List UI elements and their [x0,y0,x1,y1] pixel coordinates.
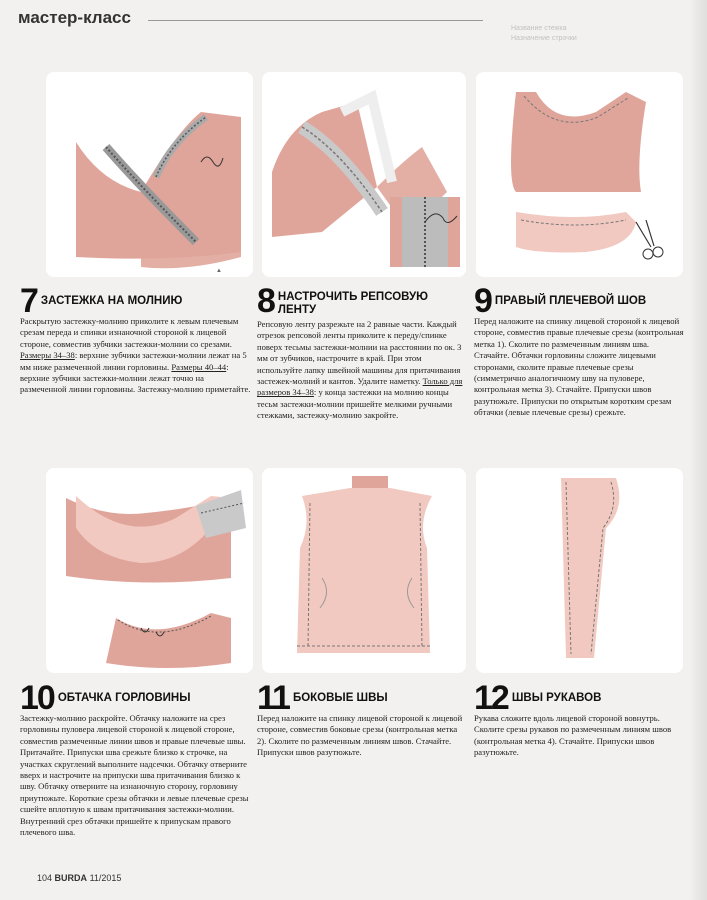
illustration-step-8 [262,72,466,277]
step-number: 7 [20,282,37,320]
step-body: Перед наложите на спинку лицевой стороной к лицевой стороне, совместив правые плечевые срезы (контрольная метка 1). Сколите по размеченным линиям шва. Стачайте. Обтачки горловины сложите лицевыми сторонами, сколите правые плечевые срезы (симметрично аналогичному шву на пуловере, контрольная метка 3). Стачайте. Припуски швов разутюжьте. Припуски по открытым коротким срезам обтачки (левые плечевые срезы) срежьте. [474,316,684,418]
scan-shadow [689,0,707,900]
step-title: ЗАСТЕЖКА НА МОЛНИЮ [40,295,183,307]
svg-text:▲: ▲ [216,268,222,274]
page-number: 104 [37,873,53,883]
step-body: Перед наложите на спинку лицевой стороной к лицевой стороне, совместив боковые срезы (контрольная метка 2). Сколите по размеченным линиям швов. Стачайте. Припуски швов разутюжьте. [257,713,463,758]
step-number: 8 [257,282,274,320]
step-9 [474,282,686,419]
step-number: 9 [474,282,491,320]
step-title: БОКОВЫЕ ШВЫ [292,692,388,704]
illustration-step-10 [46,468,253,673]
illustration-step-9 [476,72,683,277]
brand-name: BURDA [54,873,88,883]
show-through-text: Название стежка Назначение строчки [511,25,577,42]
step-number: 10 [20,679,54,717]
step-title: НАСТРОЧИТЬ РЕПСОВУЮ ЛЕНТУ [277,291,429,316]
issue-number: 11/2015 [89,873,122,883]
header-divider [148,20,483,21]
step-number: 12 [474,679,508,717]
step-body: Раскрытую застежку-молнию приколите к левым плечевым срезам переда и спинки изнаночной стороной к лицевой стороне, совместив зубчики застежки-молнии со срезами. Размеры 34–38: верхние зубчики застежки-молнии лежат на 5 мм ниже размеченной линии горловины. Размеры 40–44: верхние зубчики застежки-молнии лежат точно на размеченной линии горловины. Застежку-молнию приметайте. [20,316,251,395]
section-title: мастер-класс [18,8,131,27]
step-title: ПРАВЫЙ ПЛЕЧЕВОЙ ШОВ [494,295,647,307]
illustration-step-11 [262,468,466,673]
step-12 [474,679,686,759]
step-number: 11 [257,679,289,717]
step-body: Застежку-молнию раскройте. Обтачку наложите на срез горловины пуловера лицевой стороной к лицевой стороне, совместив размеченные линии швов и правые плечевые швы. Притачайте. Припуски шва срежьте близко к строчке, на участках скруглений выполните надсечки. Обтачку отверните вверх и настрочите на припуски шва притачивания близко к шву. Обтачку отверните на изнаночную сторону, горловину приутюжьте. Короткие срезы обтачки и левые плечевые срезы сшейте вплотную к швам притачивания застежки-молнии. Внутренний срез обтачки пришейте к припускам правого плечевого шва. [20,713,249,838]
step-body: Рукава сложите вдоль лицевой стороной вовнутрь. Сколите срезы рукавов по размеченным линиям швов (контрольная метка 4). Стачайте. Припуски швов разутюжьте. [474,713,672,758]
step-body: Репсовую ленту разрежьте на 2 равные части. Каждый отрезок репсовой ленты приколите к переду/спинке поверх тесьмы застежки-молнии на расстоянии по ок. 3 мм от зубчиков, настрочите в край. При этом используйте лапку швейной машины для притачивания застежек-молний и кантов. Удалите наметку. Только для размеров 34–38: у конца застежки на молнию концы тесьм застежки-молнии пришейте мелкими ручными стежками, застежку-молнию закройте. [257,319,463,421]
step-10 [20,679,254,838]
page-footer [37,873,121,883]
step-title: ШВЫ РУКАВОВ [511,692,602,704]
illustration-step-12 [476,468,683,673]
step-11 [257,679,465,759]
step-7 [20,282,252,396]
illustration-step-7 [46,72,253,277]
step-title: ОБТАЧКА ГОРЛОВИНЫ [57,692,191,704]
step-8 [257,282,465,422]
